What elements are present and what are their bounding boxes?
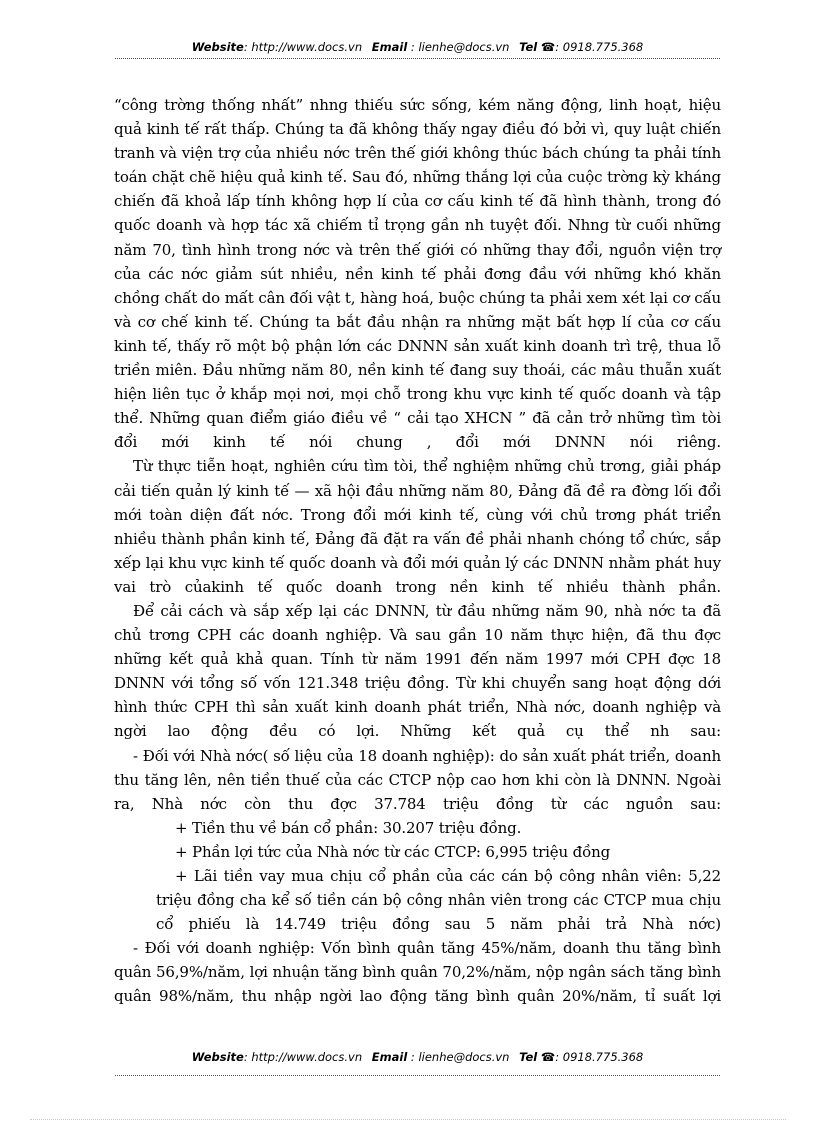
page-footer [115, 1050, 720, 1064]
paragraph-2: Từ thực tiễn hoạt, nghiên cứu tìm tòi, thể nghiệm những chủ trơng, giải pháp cải tiến quản lý kinh tế — xã hội đầu những năm 80, Đảng đã đề ra đờng lối đổi mới toàn diện đất nớc. Trong đổi mới kinh tế, cùng với chủ trơng phát triển nhiều thành phần kinh tế, Đảng đã đặt ra vấn đề phải nhanh chóng tổ chức, sắp xếp lại khu vực kinh tế quốc doanh và đổi mới quản lý các DNNN nhằm phát huy vai trò củakinh tế quốc doanh trong nền kinh tế nhiều thành phần. [114, 457, 721, 596]
paragraph-3: Để cải cách và sắp xếp lại các DNNN, từ đầu những năm 90, nhà nớc ta đã chủ trơng CPH các doanh nghiệp. Và sau gần 10 năm thực hiện, đã thu đợc những kết quả khả quan. Tính từ năm 1991 đến năm 1997 mới CPH đợc 18 DNNN với tổng số vốn 121.348 triệu đồng. Từ khi chuyển sang hoạt động dới hình thức CPH thì sản xuất kinh doanh phát triển, Nhà nớc, doanh nghiệp và ngời lao động đều có lợi. Những kết quả cụ thể nh sau: [114, 601, 721, 741]
header-tel-label: Tel [519, 40, 538, 54]
footer-website-label: Website [191, 1050, 244, 1064]
paragraph-enterprise-results: - Đối với doanh nghiệp: Vốn bình quân tăng 45%/năm, doanh thu tăng bình quân 56,9%/năm, lợi nhuận tăng bình quân 70,2%/năm, nộp ngân sách tăng bình quân 98%/năm, thu nhập ngời lao động tăng bình quân 20%/năm, tỉ suất lợi [114, 939, 721, 1006]
header-divider [115, 58, 720, 59]
header-email-label: Email [371, 40, 408, 54]
footer-email-label: Email [371, 1050, 408, 1064]
paragraph-state-results: - Đối với Nhà nớc( số liệu của 18 doanh nghiệp): do sản xuất phát triển, doanh thu tăng lên, nên tiền thuế của các CTCP nộp cao hơn khi còn là DNNN. Ngoài ra, Nhà nớc còn thu đợc 37.784 triệu đồng từ các nguồn sau: [114, 746, 721, 813]
header-website-value[interactable]: : http://www.docs.vn [243, 40, 363, 54]
footer-email-value[interactable]: : lienhe@docs.vn [410, 1050, 510, 1064]
header-tel-value: : 0918.775.368 [555, 40, 644, 54]
header-email-value[interactable]: : lienhe@docs.vn [410, 40, 510, 54]
list-item-interest: + Lãi tiền vay mua chịu cổ phần của các cán bộ công nhân viên: 5,22 triệu đồng cha kể số tiền cán bộ công nhân viên trong các CTCP mua chịu cổ phiếu là 14.749 triệu đồng sau 5 năm phải trả Nhà nớc) [156, 867, 721, 934]
footer-website-value[interactable]: : http://www.docs.vn [243, 1050, 363, 1064]
paragraph-1: “công trờng thống nhất” nhng thiếu sức sống, kém năng động, linh hoạt, hiệu quả kinh tế rất thấp. Chúng ta đã không thấy ngay điều đó bởi vì, quy luật chiến tranh và viện trợ của nhiều nớc trên thế giới không thúc bách chúng ta phải tính toán chặt chẽ hiệu quả kinh tế. Sau đó, những thắng lợi của cuộc trờng kỳ kháng chiến đã khoả lấp tính không hợp lí của cơ cấu kinh tế đã hình thành, trong đó quốc doanh và hợp tác xã chiếm tỉ trọng gần nh tuyệt đối. Nhng từ cuối những năm 70, tình hình trong nớc và trên thế giới có những thay đổi, nguồn viện trợ của các nớc giảm sút nhiều, nền kinh tế phải đơng đầu với những khó khăn chồng chất do mất cân đối vật t, hàng hoá, buộc chúng ta phải xem xét lại cơ cấu và cơ chế kinh tế. Chúng ta bắt đầu nhận ra những mặt bất hợp lí của cơ cấu kinh tế, thấy rõ một bộ phận lớn các DNNN sản xuất kinh doanh trì trệ, thua lỗ triền miên. Đầu những năm 80, nền kinh tế đang suy thoái, các mâu thuẫn xuất hiện liên tục ở khắp mọi nơi, mọi chỗ trong khu vực kinh tế quốc doanh và tập thể. Những quan điểm giáo điều về “ cải tạo XHCN ” đã cản trở những tìm tòi đổi mới kinh tế nói chung , đổi mới DNNN nói riêng. [114, 96, 721, 452]
footer-tel-label: Tel [519, 1050, 538, 1064]
footer-divider [115, 1075, 720, 1076]
page-bottom-edge [30, 1119, 786, 1120]
phone-icon: ☎ [540, 40, 556, 54]
list-item-dividends: + Phần lợi tức của Nhà nớc từ các CTCP: 6,995 triệu đồng [175, 842, 611, 861]
header-website-label: Website [191, 40, 244, 54]
page-header [115, 40, 720, 54]
footer-tel-value: : 0918.775.368 [555, 1050, 644, 1064]
list-item-share-sales: + Tiền thu về bán cổ phần: 30.207 triệu đồng. [175, 818, 522, 837]
document-body [114, 93, 721, 1009]
phone-icon: ☎ [540, 1050, 556, 1064]
